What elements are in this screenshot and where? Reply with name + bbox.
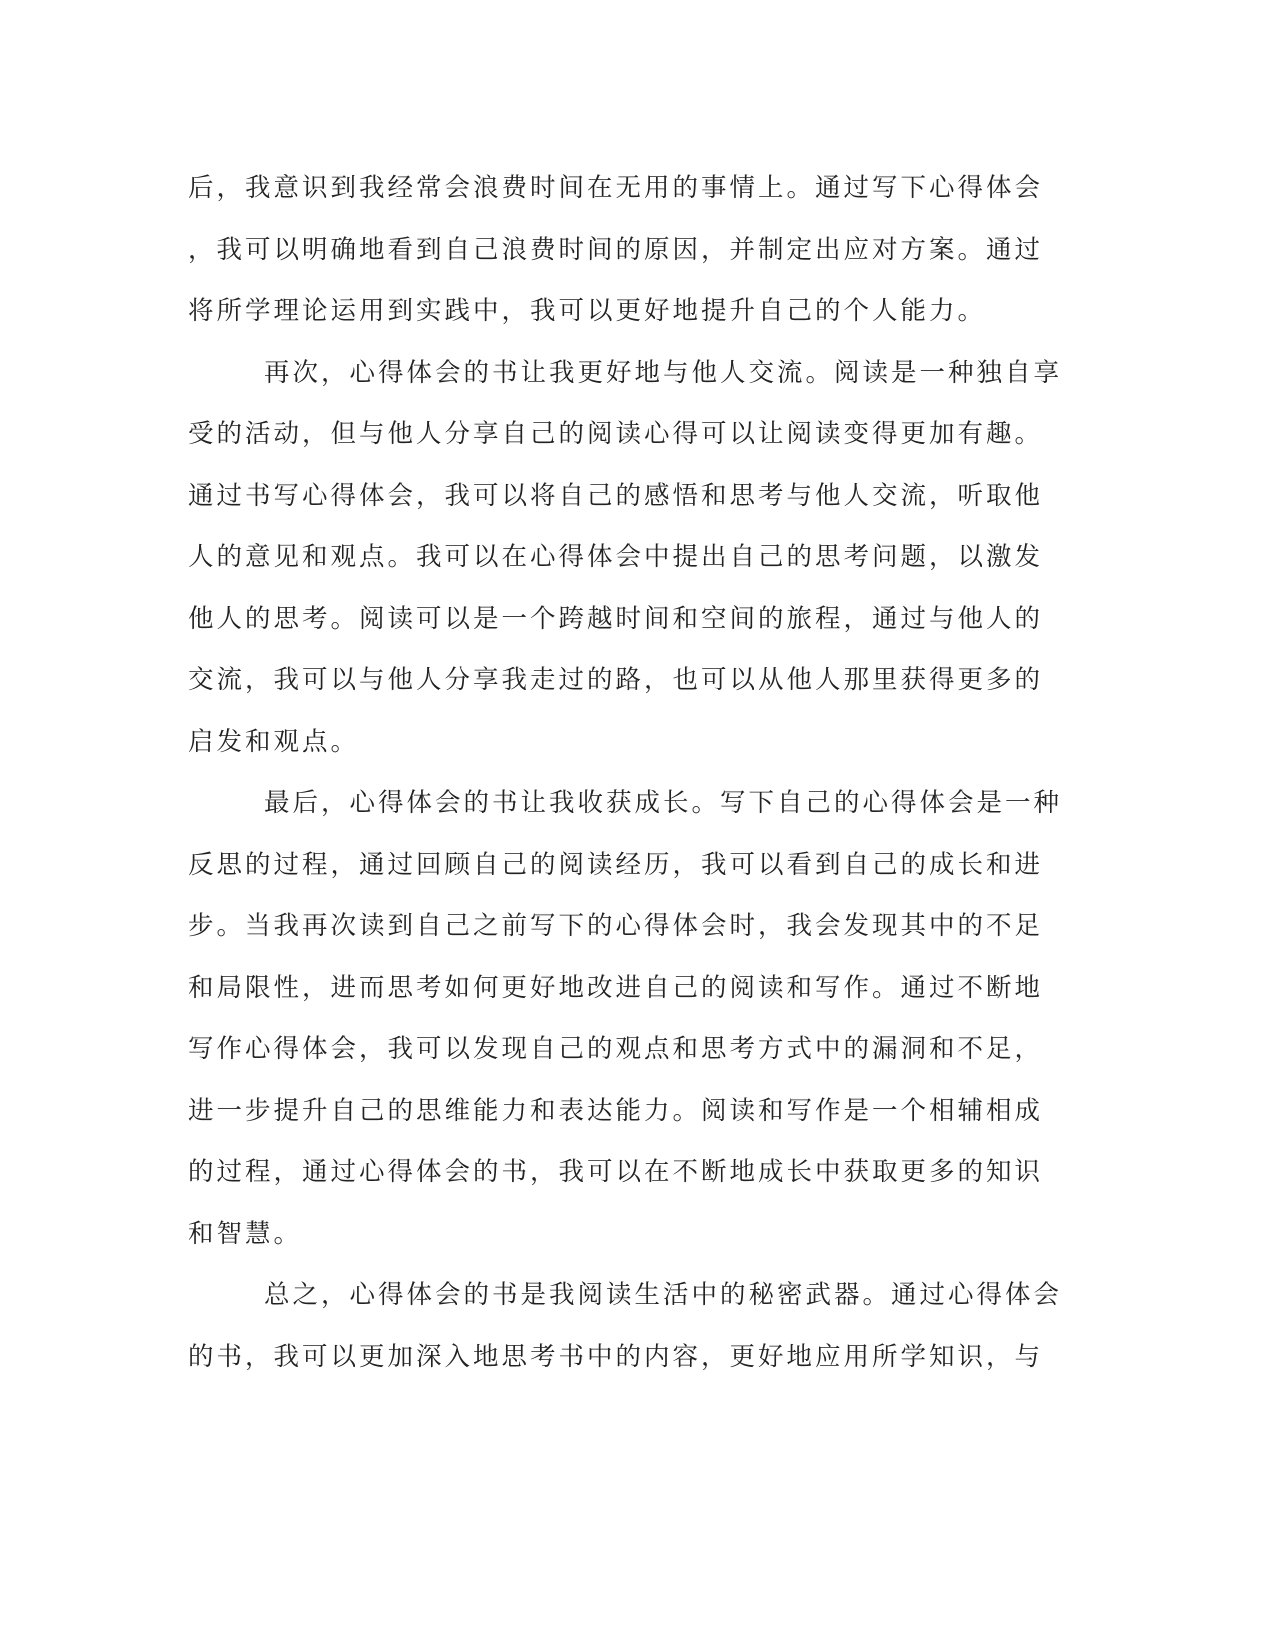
paragraph-start-line: 最后，心得体会的书让我收获成长。写下自己的心得体会是一种 — [264, 788, 1063, 818]
text-line: 人的意见和观点。我可以在心得体会中提出自己的思考问题，以激发 — [188, 542, 1044, 572]
text-line: 他人的思考。阅读可以是一个跨越时间和空间的旅程，通过与他人的 — [188, 603, 1044, 634]
text-line: ，我可以明确地看到自己浪费时间的原因，并制定出应对方案。通过 — [188, 234, 1044, 265]
text-line: 将所学理论运用到实践中，我可以更好地提升自己的个人能力。 — [188, 296, 987, 326]
body-text — [188, 158, 1068, 1388]
text-line: 反思的过程，通过回顾自己的阅读经历，我可以看到自己的成长和进 — [188, 849, 1044, 880]
text-line: 受的活动，但与他人分享自己的阅读心得可以让阅读变得更加有趣。 — [188, 419, 1044, 449]
text-line: 交流，我可以与他人分享我走过的路，也可以从他人那里获得更多的 — [188, 665, 1044, 695]
text-line: 的书，我可以更加深入地思考书中的内容，更好地应用所学知识，与 — [188, 1341, 1044, 1372]
paragraph-start-line: 总之，心得体会的书是我阅读生活中的秘密武器。通过心得体会 — [264, 1280, 1063, 1310]
text-line: 启发和观点。 — [188, 726, 360, 757]
text-line: 写作心得体会，我可以发现自己的观点和思考方式中的漏洞和不足， — [188, 1034, 1044, 1064]
text-line: 和智慧。 — [188, 1218, 303, 1249]
text-line: 的过程，通过心得体会的书，我可以在不断地成长中获取更多的知识 — [188, 1157, 1044, 1187]
text-line: 通过书写心得体会，我可以将自己的感悟和思考与他人交流，听取他 — [188, 480, 1044, 511]
text-line: 进一步提升自己的思维能力和表达能力。阅读和写作是一个相辅相成 — [188, 1095, 1044, 1126]
text-line: 和局限性，进而思考如何更好地改进自己的阅读和写作。通过不断地 — [188, 972, 1044, 1003]
paragraph-start-line: 再次，心得体会的书让我更好地与他人交流。阅读是一种独自享 — [264, 357, 1063, 388]
text-line: 步。当我再次读到自己之前写下的心得体会时，我会发现其中的不足 — [188, 911, 1044, 941]
text-line: 后，我意识到我经常会浪费时间在无用的事情上。通过写下心得体会 — [188, 173, 1044, 203]
